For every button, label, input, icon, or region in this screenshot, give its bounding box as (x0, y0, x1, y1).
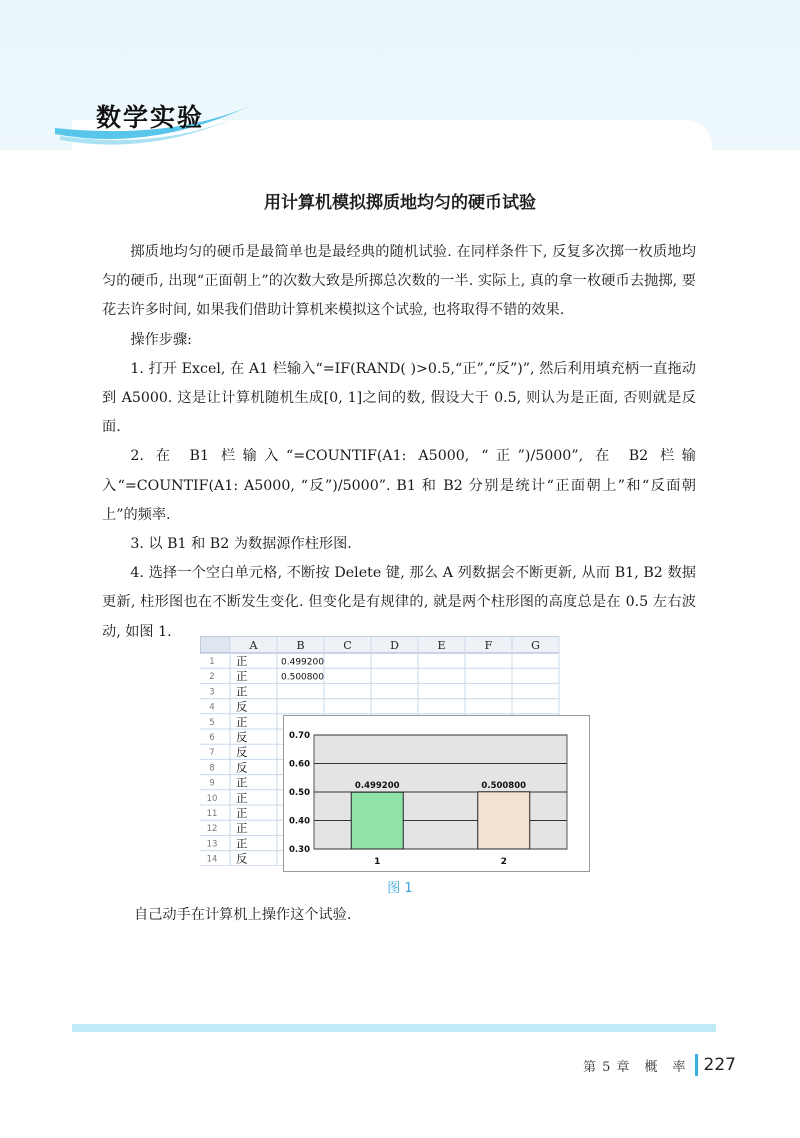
section-header: 数学实验 (96, 103, 205, 132)
corner-cell (200, 636, 230, 653)
cell-a: 正 (236, 790, 248, 805)
data-label: 0.499200 (354, 781, 400, 792)
y-tick-label: 0.60 (289, 759, 310, 770)
step-2: 2. 在 B1 栏输入“=COUNTIF(A1: A5000, “正”)/5000”, 在 B2 栏输入“=COUNTIF(A1: A5000, “反”)/5000”. B1 和 B2 分别是统计“正面朝上”和“反面朝上”的频率. (102, 448, 696, 523)
cell-a: 反 (236, 730, 248, 744)
step-3: 3. 以 B1 和 B2 为数据源作柱形图. (130, 536, 352, 553)
cell-a: 正 (236, 654, 248, 668)
cell-a: 反 (236, 699, 248, 714)
cell-a: 正 (236, 714, 248, 729)
cell-a: 反 (236, 760, 248, 775)
page-number: 227 (703, 1055, 736, 1075)
steps-heading: 操作步骤: (130, 331, 192, 348)
column-header: B (296, 639, 305, 652)
figure-caption: 图 1 (387, 881, 413, 896)
page-title: 用计算机模拟掷质地均匀的硬币试验 (264, 193, 536, 213)
cell-a: 正 (236, 836, 248, 851)
cell-a: 反 (236, 745, 248, 760)
row-number: 4 (209, 702, 215, 713)
row-number: 6 (209, 733, 215, 743)
page-footer (583, 1054, 736, 1076)
cell-a: 正 (236, 684, 248, 699)
bar (351, 792, 403, 849)
row-number: 9 (209, 778, 215, 789)
row-number: 1 (209, 657, 215, 667)
cell-a: 正 (236, 821, 248, 836)
row-number: 8 (209, 763, 215, 774)
footer-divider (695, 1054, 698, 1076)
x-tick-label: 1 (374, 857, 381, 867)
column-header: F (484, 639, 493, 652)
row-number: 14 (206, 854, 218, 865)
data-label: 0.500800 (481, 780, 527, 791)
bar (478, 792, 530, 849)
body-text (102, 238, 696, 647)
row-number: 7 (209, 748, 215, 759)
cell-a: 正 (236, 806, 248, 820)
row-number: 11 (206, 809, 218, 819)
row-number: 5 (209, 717, 215, 728)
chart-container (283, 715, 590, 872)
footer-line (72, 1024, 716, 1032)
y-tick-label: 0.30 (289, 845, 310, 855)
y-tick-label: 0.70 (289, 731, 310, 741)
row-number: 13 (206, 839, 218, 850)
row-number: 12 (206, 824, 218, 835)
bar-chart (284, 716, 589, 871)
cell-a: 正 (236, 669, 248, 684)
column-header: E (437, 639, 446, 652)
cell-a: 正 (236, 775, 248, 790)
intro-paragraph: 掷质地均匀的硬币是最简单也是最经典的随机试验. 在同样条件下, 反复多次掷一枚质地均匀的硬币, 出现“正面朝上”的次数大致是所掷总次数的一半. 实际上, 真的拿一枚硬币去抛掷, 要花去许多时间, 如果我们借助计算机来模拟这个试验, 也将取得不错的效果. (102, 244, 696, 319)
column-header: A (249, 639, 258, 652)
y-tick-label: 0.50 (289, 788, 310, 798)
step-4: 4. 选择一个空白单元格, 不断按 Delete 键, 那么 A 列数据会不断更新, 从而 B1, B2 数据更新, 柱形图也在不断发生变化. 但变化是有规律的, 就是两个柱形图的高度总是在 0.5 左右波动, 如图 1. (102, 565, 696, 640)
row-number: 3 (209, 687, 215, 698)
y-tick-label: 0.40 (289, 816, 310, 827)
column-header: C (343, 639, 352, 652)
row-number: 2 (209, 672, 215, 683)
row-number: 10 (206, 793, 218, 804)
cell-b: 0.500800 (281, 672, 324, 683)
step-1: 1. 打开 Excel, 在 A1 栏输入“=IF(RAND( )>0.5,“正”,“反”)”, 然后利用填充柄一直拖动到 A5000. 这是让计算机随机生成[0, 1]之间的数, 假设大于 0.5, 则认为是正面, 否则就是反面. (102, 360, 696, 436)
x-tick-label: 2 (500, 857, 507, 867)
closing-text: 自己动手在计算机上操作这个试验. (134, 907, 352, 923)
column-header: D (390, 639, 399, 652)
cell-b: 0.499200 (281, 657, 324, 668)
column-header: G (531, 639, 540, 652)
chapter-label: 第 5 章 概 率 (583, 1059, 687, 1075)
cell-a: 反 (236, 851, 248, 866)
